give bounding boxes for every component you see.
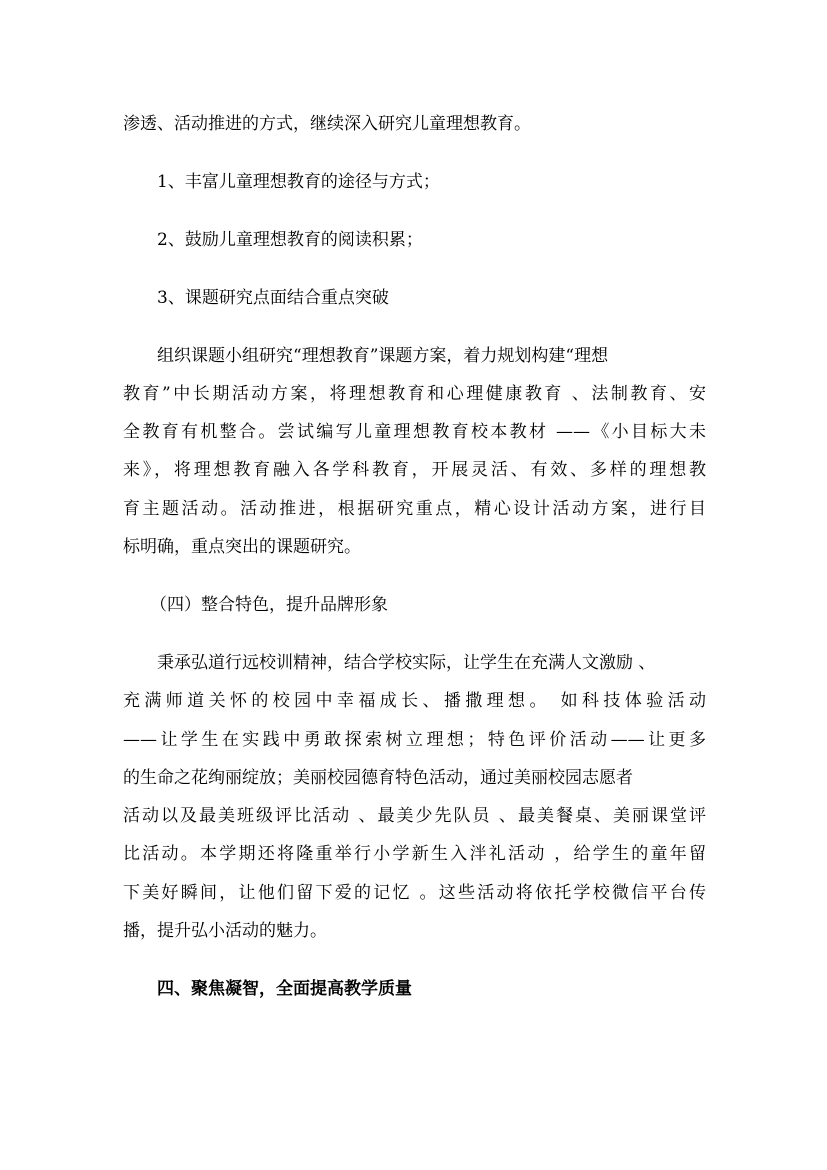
paragraph-line: 充满师道关怀的校园中幸福成长、播撒理想。 如科技体验活动 bbox=[123, 691, 706, 711]
section-heading: 四、聚焦凝智，全面提高教学质量 bbox=[157, 979, 412, 999]
list-item: 1、丰富儿童理想教育的途径与方式； bbox=[157, 172, 440, 192]
list-item: 3、课题研究点面结合重点突破 bbox=[157, 288, 389, 308]
paragraph-line: 组织课题小组研究“理想教育”课题方案，着力规划构建“理想 bbox=[157, 346, 609, 366]
paragraph-line: 下美好瞬间，让他们留下爱的记忆 。这些活动将依托学校微信平台传 bbox=[123, 883, 706, 903]
list-item: 2、鼓励儿童理想教育的阅读积累； bbox=[157, 230, 423, 250]
paragraph-line: 比活动。本学期还将隆重举行小学新生入泮礼活动 ，给学生的童年留 bbox=[123, 844, 706, 864]
paragraph-line: 来》，将理想教育融入各学科教育，开展灵活、有效、多样的理想教 bbox=[123, 460, 706, 480]
paragraph-line: 渗透、活动推进的方式，继续深入研究儿童理想教育。 bbox=[123, 114, 531, 134]
section-subheading: （四）整合特色，提升品牌形象 bbox=[150, 595, 388, 615]
paragraph-line: 教育”中长期活动方案，将理想教育和心理健康教育 、法制教育、安 bbox=[123, 384, 706, 404]
paragraph-line: 播，提升弘小活动的魅力。 bbox=[123, 921, 327, 941]
paragraph-line: 的生命之花绚丽绽放；美丽校园德育特色活动，通过美丽校园志愿者 bbox=[123, 768, 633, 788]
paragraph-line: 活动以及最美班级评比活动 、最美少先队员 、最美餐桌、美丽课堂评 bbox=[123, 806, 706, 826]
paragraph-line: 全教育有机整合。尝试编写儿童理想教育校本教材 ——《小目标大未 bbox=[123, 422, 706, 442]
paragraph-line: 育主题活动。活动推进，根据研究重点，精心设计活动方案，进行目 bbox=[123, 499, 706, 519]
paragraph-line: 秉承弘道行远校训精神，结合学校实际，让学生在充满人文激励 、 bbox=[157, 653, 656, 673]
paragraph-line: 标明确，重点突出的课题研究。 bbox=[123, 537, 361, 557]
paragraph-line: ——让学生在实践中勇敢探索树立理想；特色评价活动——让更多 bbox=[123, 730, 706, 750]
